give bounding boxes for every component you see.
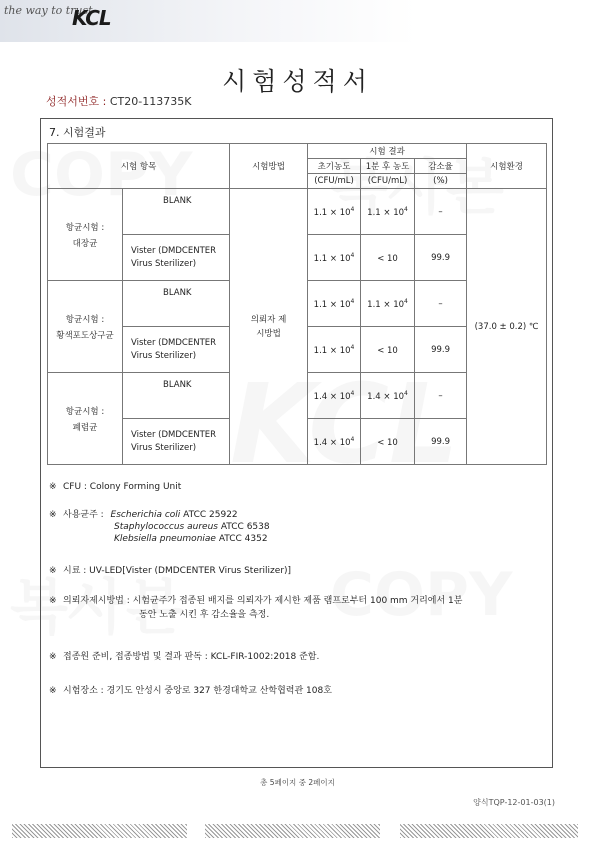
- page-number: 총 5페이지 중 2페이지: [260, 778, 335, 787]
- sample-cell: BLANK: [123, 373, 230, 419]
- header-item: 시험 항목: [48, 144, 230, 189]
- reduction-cell: –: [415, 281, 467, 327]
- report-number: [46, 93, 191, 109]
- test-item-cell: [48, 281, 123, 373]
- initial-cell: $1.1 \times 10^4$: [308, 235, 361, 281]
- test-item-cell: [48, 189, 123, 281]
- section-title: 7. 시험결과: [49, 126, 106, 139]
- note-location: ※ 시험장소 : 경기도 안성시 중앙로 327 한경대학교 산학협력관 108호: [49, 686, 332, 696]
- test-item-organism: 폐렴균: [72, 422, 98, 433]
- test-item-label: 항균시험 :: [65, 314, 105, 325]
- reduction-cell: –: [415, 189, 467, 235]
- test-item-label: 항균시험 :: [65, 406, 105, 417]
- header-method: 시험방법: [230, 144, 308, 189]
- initial-cell: $1.4 \times 10^4$: [308, 419, 361, 465]
- report-number-value: CT20-113735K: [109, 95, 192, 108]
- environment-cell: (37.0 ± 0.2) ℃: [467, 189, 547, 465]
- note-strains: ※ 사용균주 : Escherichia coli ATCC 25922: [49, 510, 238, 520]
- sample-cell: BLANK: [123, 189, 230, 235]
- note-inoculum: ※ 접종원 준비, 접종방법 및 결과 판독 : KCL-FIR-1002:2018 준함.: [49, 652, 320, 662]
- kcl-logo: KCL: [72, 6, 111, 30]
- reduction-cell: 99.9: [415, 419, 467, 465]
- test-item-organism: 황색포도상구균: [56, 330, 114, 341]
- initial-cell: $1.4 \times 10^4$: [308, 373, 361, 419]
- initial-cell: $1.1 \times 10^4$: [308, 281, 361, 327]
- note-strain: Staphylococcus aureus ATCC 6538: [114, 522, 270, 532]
- test-item-organism: 대장균: [72, 238, 98, 249]
- sample-cell: BLANK: [123, 281, 230, 327]
- header-result-group: 시험 결과: [308, 144, 467, 159]
- results-box: [40, 118, 553, 768]
- note-strain: Klebsiella pneumoniae ATCC 4352: [114, 534, 268, 544]
- after-cell: $1.4 \times 10^4$: [361, 373, 415, 419]
- note-method-cont: 동안 노출 시킨 후 감소율을 측정.: [139, 610, 270, 620]
- after-cell: $1.1 \times 10^4$: [361, 281, 415, 327]
- report-number-label: 성적서번호 :: [46, 95, 107, 108]
- method-cell: [230, 189, 308, 465]
- after-cell: < 10: [361, 235, 415, 281]
- header-after-unit: (CFU/mL): [361, 174, 415, 189]
- test-item-cell: [48, 373, 123, 465]
- header-reduction: 감소율: [415, 159, 467, 174]
- table-row: [48, 189, 547, 235]
- security-stripe: [400, 824, 578, 838]
- initial-cell: $1.1 \times 10^4$: [308, 327, 361, 373]
- note-sample: ※ 시료 : UV-LED[Vister (DMDCENTER Virus Sterilizer)]: [49, 566, 292, 576]
- test-item-label: 항균시험 :: [65, 222, 105, 233]
- security-stripe: [205, 824, 380, 838]
- header-reduction-unit: (%): [415, 174, 467, 189]
- form-code: 양식TQP-12-01-03(1): [473, 798, 555, 807]
- reduction-cell: –: [415, 373, 467, 419]
- initial-cell: $1.1 \times 10^4$: [308, 189, 361, 235]
- security-stripe: [12, 824, 187, 838]
- after-cell: < 10: [361, 419, 415, 465]
- sample-cell: Vister (DMDCENTER Virus Sterilizer): [123, 327, 230, 373]
- after-cell: < 10: [361, 327, 415, 373]
- header-after: 1분 후 농도: [361, 159, 415, 174]
- sample-cell: Vister (DMDCENTER Virus Sterilizer): [123, 419, 230, 465]
- after-cell: $1.1 \times 10^4$: [361, 189, 415, 235]
- header-initial: 초기농도: [308, 159, 361, 174]
- reduction-cell: 99.9: [415, 235, 467, 281]
- document-title: 시험성적서: [222, 67, 373, 96]
- note-method: ※ 의뢰자제시방법 : 시험균주가 접종된 배지를 의뢰자가 제시한 제품 램프로부터 100 mm 거리에서 1분: [49, 596, 463, 606]
- note-cfu: ※ CFU : Colony Forming Unit: [49, 482, 182, 492]
- header-initial-unit: (CFU/mL): [308, 174, 361, 189]
- sample-cell: Vister (DMDCENTER Virus Sterilizer): [123, 235, 230, 281]
- results-table: [47, 143, 547, 465]
- reduction-cell: 99.9: [415, 327, 467, 373]
- tagline: the way to trust: [4, 4, 93, 17]
- header-environment: 시험환경: [467, 144, 547, 189]
- method-value: 의뢰자 제시방법: [250, 314, 287, 339]
